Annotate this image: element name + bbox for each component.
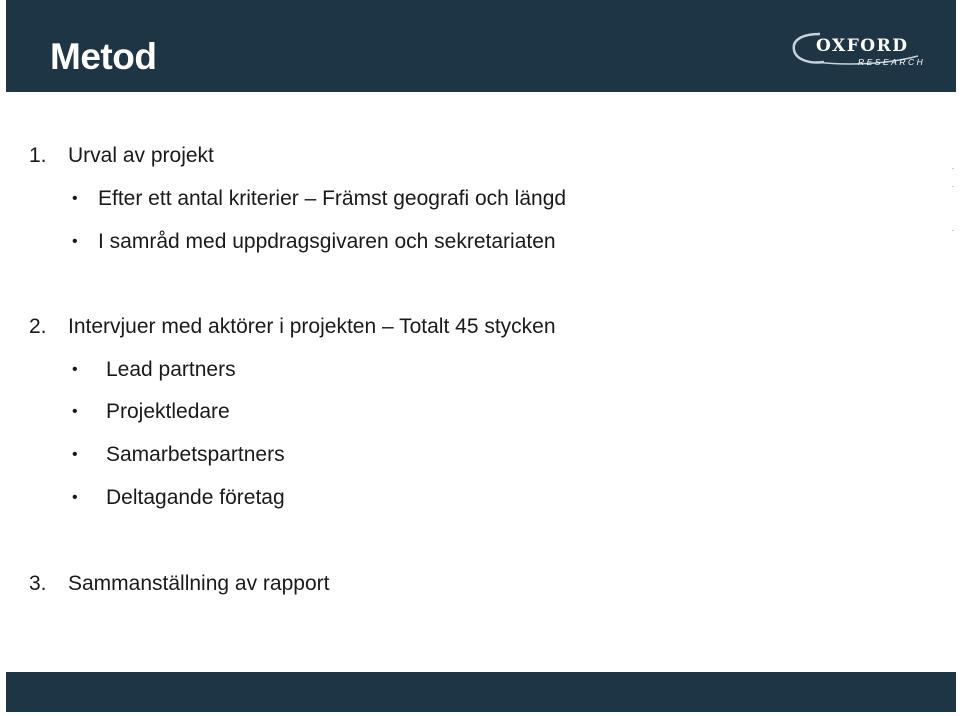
section-number: 3. <box>29 572 47 595</box>
list-item-text: Lead partners <box>106 358 236 381</box>
list-item-text: Deltagande företag <box>106 486 285 509</box>
list-item-text: I samråd med uppdragsgivaren och sekretariaten <box>98 230 556 253</box>
section-title: Sammanställning av rapport <box>68 572 330 595</box>
bullet-icon: • <box>72 190 78 207</box>
bullet-icon: • <box>72 403 78 420</box>
list-item-text: Samarbetspartners <box>106 443 285 466</box>
bullet-icon: • <box>72 233 78 250</box>
section-number: 2. <box>29 315 47 338</box>
section-number: 1. <box>29 144 47 167</box>
section-title: Intervjuer med aktörer i projekten – Totalt 45 stycken <box>68 315 556 338</box>
bullet-icon: • <box>72 446 78 463</box>
edge-marks-decoration <box>950 160 956 260</box>
list-item-text: Projektledare <box>106 400 230 423</box>
footer-bar <box>6 672 956 712</box>
page-title: Metod <box>50 36 157 77</box>
logo-main-text: OXFORD <box>816 36 909 56</box>
bullet-icon: • <box>72 361 78 378</box>
bullet-icon: • <box>72 489 78 506</box>
list-item-text: Efter ett antal kriterier – Främst geografi och längd <box>98 187 567 210</box>
logo-sub-text: RESEARCH <box>858 57 926 67</box>
header-bar <box>6 0 956 92</box>
oxford-research-logo <box>788 26 928 72</box>
section-title: Urval av projekt <box>68 144 214 167</box>
